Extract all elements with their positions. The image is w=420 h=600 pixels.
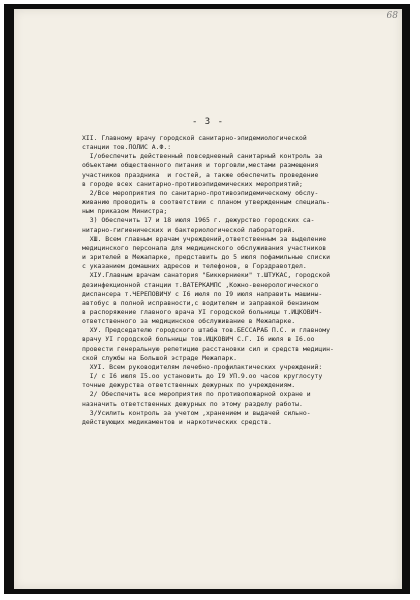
document-body [82,134,404,427]
text-line: в распоряжение главного врача УI городской больницы т.ИЦКОВИЧ- [82,307,323,316]
text-line: в городе всех санитарно-противоэпидемических мероприятий; [82,179,303,188]
page-number: - 3 - [191,117,225,127]
text-line: ответственного за медицинское обслуживание в Межапарке. [82,317,296,326]
text-line: XШ. Всем главным врачам учреждений,ответственным за выделение [82,234,327,243]
text-line: ным приказом Министра; [82,207,168,216]
text-line: точные дежурства ответственных дежурных по учреждениям. [82,381,296,390]
text-line: ской службы на Большой эстраде Межапарк. [82,353,238,362]
text-line: станции тов.ПОЛИС А.Ф.: [82,143,172,152]
text-line: 3) Обеспечить 17 и 18 июля 1965 г. дежурство городских са- [82,216,315,225]
text-line: XII. Главному врачу городской санитарно-эпидемиологической [82,134,307,142]
text-line: провести генеральную репетицию расстановки сил и средств медицин- [82,344,334,353]
text-line: 3/Усилить контроль за учетом ,хранением и выдачей сильно- [82,408,311,417]
text-line: действующих медикаментов и наркотических средств. [82,417,272,426]
document-page [14,9,402,589]
text-line: объектами общественного питания и торговли,местами размещения [82,161,319,170]
text-line: врачу УI городской больницы тов.ИЦКОВИЧ С.Г. I6 июля в I6.оо [82,335,315,344]
text-line: нитарно-гигиенических и бактериологической лабораторий. [82,225,296,234]
text-line: участников праздника и гостей, а также обеспечить проведение [82,170,319,179]
text-line: автобус в полной исправности,с водителем и заправкой бензином [82,298,319,307]
text-line: I/ с I6 июля I5.оо установить до I9 УП.9.оо часов круглосуту [82,372,323,381]
archive-page-number: 68 [386,11,398,21]
text-line: живанию проводить в соответствии с планом утвержденным специаль- [82,198,331,207]
text-line: медицинского персонала для медицинского обслуживания участников [82,243,327,252]
text-line: XIУ.Главным врачам санатория "Биккерниеки" т.ШТУКАС, городской [82,271,331,280]
text-line: и зрителей в Межапарке, представить до 5 июля пофамильные списки [82,253,331,262]
text-line: 2/Все мероприятия по санитарно-противоэпидемическому обслу- [82,188,319,197]
text-line: 2/ Обеспечить все мероприятия по противопожарной охране и [82,390,311,399]
text-line: с указанием домашних адресов и телефонов, в Горздравотдел. [82,262,307,271]
text-line: ХУI. Всем руководителям лечебно-профилактических учреждений: [82,362,323,371]
text-line: ХУ. Председателю городского штаба тов.БЕССАРАБ П.С. и главному [82,326,331,335]
text-line: I/обеспечить действенный повседневный санитарный контроль за [82,152,323,161]
text-line: назначить ответственных дежурных по этому разделу работы. [82,399,303,408]
text-line: диспансера т.ЧЕРЕПОВИЧУ с I6 июля по I9 июля направить машины- [82,289,323,298]
text-line: дезинфекционной станции т.ВАТЕРКАМПС ,Кожно-венерологического [82,280,319,289]
